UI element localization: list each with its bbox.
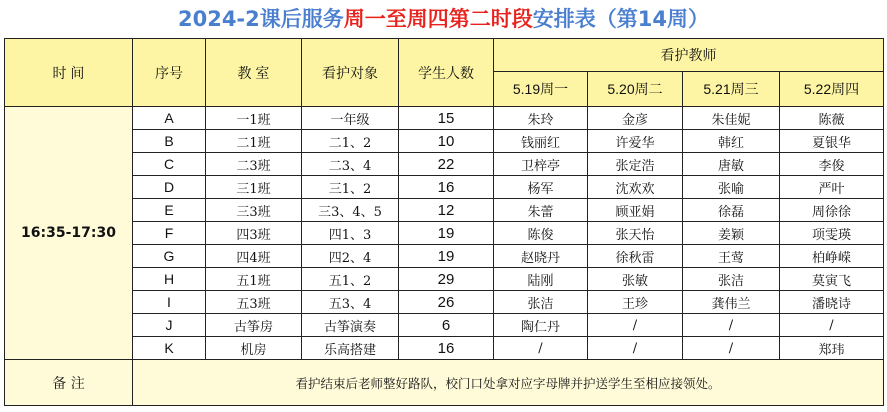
classroom-cell: 三1班 [206, 176, 302, 199]
target-cell: 乐高搭建 [302, 337, 399, 360]
teacher-cell: 周徐徐 [780, 199, 884, 222]
seq-cell: J [133, 314, 206, 337]
teacher-cell: 许爱华 [588, 130, 683, 153]
target-cell: 二3、4 [302, 153, 399, 176]
teacher-cell: 朱佳妮 [683, 107, 780, 130]
target-cell: 五1、2 [302, 268, 399, 291]
teacher-cell: / [588, 337, 683, 360]
student-count-cell: 15 [399, 107, 494, 130]
seq-cell: C [133, 153, 206, 176]
classroom-cell: 一1班 [206, 107, 302, 130]
teacher-cell: 王珍 [588, 291, 683, 314]
teacher-cell: 杨军 [494, 176, 588, 199]
remarks-label: 备 注 [5, 360, 133, 406]
teacher-cell: 严叶 [780, 176, 884, 199]
student-count-cell: 22 [399, 153, 494, 176]
teacher-cell: 金彦 [588, 107, 683, 130]
teacher-cell: 张定浩 [588, 153, 683, 176]
teacher-cell: 莫寅飞 [780, 268, 884, 291]
header-time: 时 间 [5, 39, 133, 107]
student-count-cell: 16 [399, 176, 494, 199]
table-row [5, 222, 884, 245]
seq-cell: F [133, 222, 206, 245]
teacher-cell: 陆刚 [494, 268, 588, 291]
student-count-cell: 19 [399, 222, 494, 245]
student-count-cell: 19 [399, 245, 494, 268]
classroom-cell: 四3班 [206, 222, 302, 245]
teacher-cell: 钱丽红 [494, 130, 588, 153]
target-cell: 二1、2 [302, 130, 399, 153]
schedule-table [4, 38, 884, 406]
header-classroom: 教 室 [206, 39, 302, 107]
header-seq: 序号 [133, 39, 206, 107]
target-cell: 四1、3 [302, 222, 399, 245]
seq-cell: G [133, 245, 206, 268]
table-row [5, 337, 884, 360]
teacher-cell: 潘晓诗 [780, 291, 884, 314]
classroom-cell: 五1班 [206, 268, 302, 291]
teacher-cell: 柏峥嵘 [780, 245, 884, 268]
seq-cell: E [133, 199, 206, 222]
table-row [5, 153, 884, 176]
seq-cell: B [133, 130, 206, 153]
header-day-1: 5.19周一 [494, 72, 588, 107]
header-teachers: 看护教师 [494, 39, 884, 72]
table-row [5, 176, 884, 199]
teacher-cell: 张敏 [588, 268, 683, 291]
teacher-cell: 张喻 [683, 176, 780, 199]
seq-cell: K [133, 337, 206, 360]
classroom-cell: 五3班 [206, 291, 302, 314]
target-cell: 四2、4 [302, 245, 399, 268]
teacher-cell: 夏银华 [780, 130, 884, 153]
teacher-cell: 姜颖 [683, 222, 780, 245]
teacher-cell: 朱玲 [494, 107, 588, 130]
classroom-cell: 三3班 [206, 199, 302, 222]
teacher-cell: 张洁 [494, 291, 588, 314]
target-cell: 三1、2 [302, 176, 399, 199]
classroom-cell: 四4班 [206, 245, 302, 268]
header-students: 学生人数 [399, 39, 494, 107]
time-slot-cell: 16:35-17:30 [5, 107, 133, 360]
teacher-cell: 陈俊 [494, 222, 588, 245]
teacher-cell: 李俊 [780, 153, 884, 176]
table-row [5, 268, 884, 291]
teacher-cell: 徐磊 [683, 199, 780, 222]
classroom-cell: 二1班 [206, 130, 302, 153]
header-day-3: 5.21周三 [683, 72, 780, 107]
table-row [5, 130, 884, 153]
target-cell: 三3、4、5 [302, 199, 399, 222]
student-count-cell: 29 [399, 268, 494, 291]
teacher-cell: 顾亚娟 [588, 199, 683, 222]
teacher-cell: 卫梓亭 [494, 153, 588, 176]
remarks-text: 看护结束后老师整好路队，校门口处拿对应字母牌并护送学生至相应接领处。 [133, 360, 884, 406]
classroom-cell: 机房 [206, 337, 302, 360]
teacher-cell: / [494, 337, 588, 360]
seq-cell: H [133, 268, 206, 291]
table-row [5, 107, 884, 130]
classroom-cell: 二3班 [206, 153, 302, 176]
teacher-cell: 项雯瑛 [780, 222, 884, 245]
title-part-1: 2024-2课后服务 [177, 7, 344, 31]
teacher-cell: 张洁 [683, 268, 780, 291]
classroom-cell: 古筝房 [206, 314, 302, 337]
teacher-cell: 王莺 [683, 245, 780, 268]
remarks-row [5, 360, 884, 406]
teacher-cell: 赵晓丹 [494, 245, 588, 268]
student-count-cell: 16 [399, 337, 494, 360]
teacher-cell: 徐秋雷 [588, 245, 683, 268]
teacher-cell: 朱蕾 [494, 199, 588, 222]
seq-cell: D [133, 176, 206, 199]
header-day-4: 5.22周四 [780, 72, 884, 107]
teacher-cell: 张天怡 [588, 222, 683, 245]
teacher-cell: 沈欢欢 [588, 176, 683, 199]
student-count-cell: 12 [399, 199, 494, 222]
teacher-cell: 陶仁丹 [494, 314, 588, 337]
teacher-cell: / [780, 314, 884, 337]
target-cell: 一年级 [302, 107, 399, 130]
table-row [5, 245, 884, 268]
header-target: 看护对象 [302, 39, 399, 107]
table-row [5, 291, 884, 314]
student-count-cell: 26 [399, 291, 494, 314]
teacher-cell: / [683, 337, 780, 360]
seq-cell: I [133, 291, 206, 314]
seq-cell: A [133, 107, 206, 130]
table-row [5, 199, 884, 222]
table-row [5, 314, 884, 337]
target-cell: 古筝演奏 [302, 314, 399, 337]
teacher-cell: 郑玮 [780, 337, 884, 360]
title-part-2: 周一至周四第二时段 [343, 7, 533, 31]
teacher-cell: / [588, 314, 683, 337]
teacher-cell: 唐敏 [683, 153, 780, 176]
teacher-cell: 陈薇 [780, 107, 884, 130]
student-count-cell: 6 [399, 314, 494, 337]
teacher-cell: 韩红 [683, 130, 780, 153]
page-title [0, 0, 887, 38]
teacher-cell: 龚伟兰 [683, 291, 780, 314]
target-cell: 五3、4 [302, 291, 399, 314]
header-day-2: 5.20周二 [588, 72, 683, 107]
teacher-cell: / [683, 314, 780, 337]
student-count-cell: 10 [399, 130, 494, 153]
title-part-3: 安排表（第14周） [532, 7, 709, 31]
